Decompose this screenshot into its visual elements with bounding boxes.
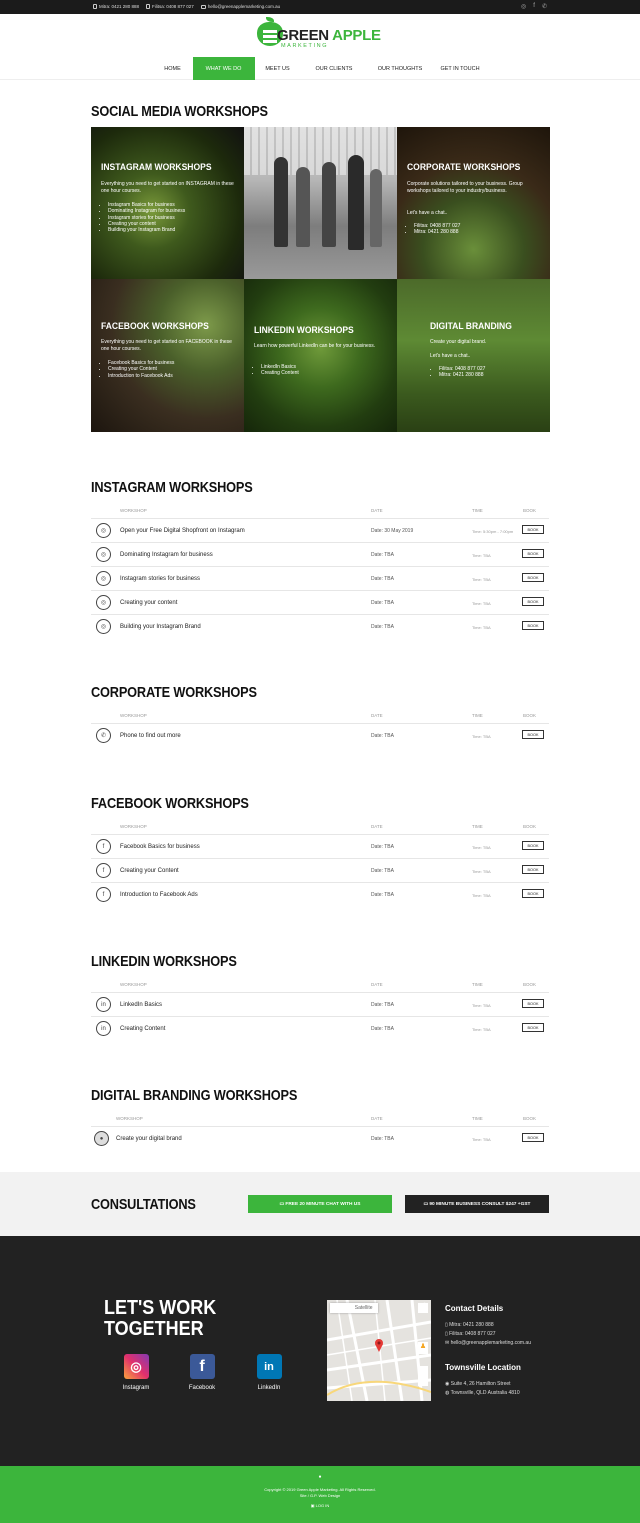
lets-work-together-heading: LET'S WORK TOGETHER: [104, 1297, 217, 1340]
calendar-icon: ▭: [279, 1201, 286, 1207]
address-city: ◍ Townsville, QLD Australia 4810: [445, 1390, 520, 1396]
tile-corporate[interactable]: [397, 127, 550, 280]
mail-icon: [201, 5, 206, 9]
zoom-out-icon[interactable]: −: [420, 1377, 426, 1384]
instagram-icon[interactable]: ◎: [521, 4, 527, 10]
table-row: f Creating your Content Date: TBA Time: TBA BOOK: [91, 858, 549, 882]
map-tab-map[interactable]: Map: [335, 1305, 345, 1311]
footer-linkedin-link[interactable]: in LinkedIn: [249, 1354, 289, 1391]
book-button[interactable]: BOOK: [522, 597, 544, 606]
table-row: f Facebook Basics for business Date: TBA Time: TBA BOOK: [91, 834, 549, 858]
tile-title: CORPORATE WORKSHOPS: [407, 162, 521, 173]
tile-list: • Instagram Basics for business • Dominating Instagram for business • Instagram stories for business • Creating your content • Building your Instagram Brand: [108, 202, 185, 233]
tile-list: • Filitsa: 0408 877 027 • Mitra: 0421 280 888: [414, 223, 460, 236]
tile-instagram[interactable]: [91, 127, 244, 280]
address-line: ◉ Suite 4, 26 Hamilton Street: [445, 1381, 511, 1387]
site-header: [0, 14, 640, 80]
table-row: f Introduction to Facebook Ads Date: TBA Time: TBA BOOK: [91, 882, 549, 906]
nav-our-clients[interactable]: OUR CLIENTS: [315, 65, 353, 72]
phone-icon: [93, 4, 97, 9]
map-streets: [327, 1300, 431, 1401]
tile-text: Everything you need to get started on INSTAGRAM in these one hour courses.: [101, 181, 234, 194]
facebook-icon[interactable]: f: [533, 3, 535, 9]
digital-branding-heading: DIGITAL BRANDING WORKSHOPS: [91, 1087, 298, 1104]
book-button[interactable]: BOOK: [522, 841, 544, 850]
instagram-icon: ◎: [124, 1354, 149, 1379]
phone-icon: ✆: [96, 728, 111, 743]
lock-icon: ▣: [310, 1503, 316, 1508]
linkedin-icon: in: [96, 997, 111, 1012]
contact-phone-filitsa[interactable]: ▯ Filitsa: 0408 877 027: [445, 1331, 496, 1337]
logo-word-green: GREEN: [277, 27, 329, 44]
social-media-heading: SOCIAL MEDIA WORKSHOPS: [91, 103, 268, 120]
logo[interactable]: [257, 19, 385, 55]
tile-text: Everything you need to get started on FACEBOOK in these one hour courses.: [101, 339, 232, 352]
book-button[interactable]: BOOK: [522, 525, 544, 534]
nav-our-thoughts[interactable]: OUR THOUGHTS: [377, 65, 423, 72]
apple-bowl-photo: [397, 127, 550, 280]
topbar-phone-mitra[interactable]: Mitra: 0421 280 888: [93, 4, 139, 9]
facebook-icon: f: [96, 863, 111, 878]
table-row: in Creating Content Date: TBA Time: TBA BOOK: [91, 1016, 549, 1040]
apple-basket-photo: [91, 279, 244, 432]
bottom-bar: [0, 1466, 640, 1523]
nav-meet-us[interactable]: MEET US: [265, 65, 290, 72]
tile-title: LINKEDIN WORKSHOPS: [254, 325, 354, 336]
pegman-icon[interactable]: ♟: [418, 1342, 428, 1354]
table-row: ◎ Instagram stories for business Date: TBA Time: TBA BOOK: [91, 566, 549, 590]
tile-text: Create your digital brand.: [430, 339, 487, 345]
zoom-in-icon[interactable]: +: [420, 1367, 426, 1374]
tile-list: • Filitsa: 0408 877 027 • Mitra: 0421 280 888: [439, 366, 485, 379]
linkedin-workshops-heading: LINKEDIN WORKSHOPS: [91, 953, 237, 970]
tile-facebook[interactable]: [91, 279, 244, 432]
linkedin-icon: in: [96, 1021, 111, 1036]
apple-logo-icon: ●: [94, 1131, 109, 1146]
instagram-icon: ◎: [96, 547, 111, 562]
business-consult-button[interactable]: ▭ 90 MINUTE BUSINESS CONSULT $247 +GST: [405, 1195, 549, 1213]
free-chat-button[interactable]: ▭ FREE 20 MINUTE CHAT WITH US: [248, 1195, 392, 1213]
top-bar: [0, 0, 640, 14]
footer-facebook-link[interactable]: f Facebook: [182, 1354, 222, 1391]
zoom-controls[interactable]: [418, 1366, 428, 1386]
tile-linkedin[interactable]: [244, 279, 397, 432]
nav-get-in-touch[interactable]: GET IN TOUCH: [440, 65, 480, 72]
tile-chat: Let's have a chat..: [430, 353, 471, 359]
logo-word-apple: APPLE: [332, 27, 381, 44]
book-button[interactable]: BOOK: [522, 1023, 544, 1032]
facebook-icon: f: [96, 839, 111, 854]
calendar-icon: ▭: [423, 1201, 430, 1207]
map-tab-satellite[interactable]: Satellite: [354, 1305, 373, 1311]
workshop-tiles: [91, 127, 549, 432]
copyright-text: Copyright © 2019 Green Apple Marketing. All Rights Reserved.: [264, 1487, 376, 1492]
footer: [0, 1236, 640, 1466]
instagram-icon: ◎: [96, 523, 111, 538]
mail-icon: ✉: [445, 1340, 451, 1346]
tile-title: DIGITAL BRANDING: [430, 321, 512, 332]
book-button[interactable]: BOOK: [522, 621, 544, 630]
login-link[interactable]: ▣ LOG IN: [310, 1503, 330, 1508]
tile-list: • LinkedIn Basics • Creating Content: [261, 364, 299, 377]
instagram-workshops-heading: INSTAGRAM WORKSHOPS: [91, 479, 253, 496]
book-button[interactable]: BOOK: [522, 573, 544, 582]
contact-phone-mitra[interactable]: ▯ Mitra: 0421 280 888: [445, 1322, 494, 1328]
apple-small-icon: ●: [318, 1474, 322, 1480]
table-row: ✆ Phone to find out more Date: TBA Time: TBA BOOK: [91, 723, 549, 747]
tile-digital-branding[interactable]: [397, 279, 550, 432]
tile-title: FACEBOOK WORKSHOPS: [101, 321, 209, 332]
fullscreen-icon[interactable]: ⛶: [418, 1303, 428, 1313]
facebook-workshops-heading: FACEBOOK WORKSHOPS: [91, 795, 249, 812]
facebook-icon: f: [190, 1354, 215, 1379]
topbar-email[interactable]: hello@greenapplemarketing.com.au: [201, 4, 280, 9]
instagram-icon: ◎: [96, 571, 111, 586]
book-button[interactable]: BOOK: [522, 999, 544, 1008]
green-apples-photo: [244, 279, 397, 432]
corporate-workshops-heading: CORPORATE WORKSHOPS: [91, 684, 257, 701]
book-button[interactable]: BOOK: [522, 549, 544, 558]
table-row: ◎ Creating your content Date: TBA Time: TBA BOOK: [91, 590, 549, 614]
phone-icon[interactable]: ✆: [541, 4, 547, 10]
linkedin-icon: in: [257, 1354, 282, 1379]
book-button[interactable]: BOOK: [522, 1133, 544, 1142]
tile-chat: Let's have a chat..: [407, 210, 448, 216]
location-pin-icon: ◉: [445, 1381, 451, 1387]
footer-instagram-link[interactable]: ◎ Instagram: [116, 1354, 156, 1391]
location-heading: Townsville Location: [445, 1363, 521, 1372]
logo-tagline: MARKETING: [281, 43, 329, 49]
consultations-band: [0, 1172, 640, 1236]
credit-link[interactable]: Site / G.P. Web Design: [299, 1493, 341, 1498]
nav-what-we-do[interactable]: WHAT WE DO: [193, 57, 255, 80]
tile-text: Learn how powerful LinkedIn can be for your business.: [254, 343, 376, 349]
phone-icon: ▯: [445, 1322, 450, 1328]
nav-home[interactable]: HOME: [164, 65, 181, 72]
book-button[interactable]: BOOK: [522, 730, 544, 739]
book-button[interactable]: BOOK: [522, 865, 544, 874]
facebook-icon: f: [96, 887, 111, 902]
tile-text: Corporate solutions tailored to your business. Group workshops tailored to your industry/business.: [407, 181, 523, 194]
tile-photo: [244, 127, 397, 280]
instagram-icon: ◎: [96, 619, 111, 634]
table-row: in LinkedIn Basics Date: TBA Time: TBA BOOK: [91, 992, 549, 1016]
globe-icon: ◍: [445, 1390, 451, 1396]
phone-icon: [146, 4, 150, 9]
table-row: ● Create your digital brand Date: TBA Time: TBA BOOK: [91, 1126, 549, 1150]
contact-details-heading: Contact Details: [445, 1304, 504, 1313]
location-map[interactable]: [327, 1300, 431, 1401]
tile-list: • Facebook Basics for business • Creating your Content • Introduction to Facebook Ads: [108, 360, 174, 379]
table-row: ◎ Dominating Instagram for business Date: TBA Time: TBA BOOK: [91, 542, 549, 566]
main-nav: [0, 57, 640, 80]
table-row: ◎ Building your Instagram Brand Date: TBA Time: TBA BOOK: [91, 614, 549, 638]
tile-title: INSTAGRAM WORKSHOPS: [101, 162, 212, 173]
table-row: ◎ Open your Free Digital Shopfront on Instagram Date: 30 May 2019 Time: 5:30pm - 7:00pm BOOK: [91, 518, 549, 542]
contact-email[interactable]: ✉ hello@greenapplemarketing.com.au: [445, 1340, 531, 1346]
instagram-icon: ◎: [96, 595, 111, 610]
topbar-phone-filitsa[interactable]: Filitsa: 0408 877 027: [146, 4, 194, 9]
phone-icon: ▯: [445, 1331, 450, 1337]
book-button[interactable]: BOOK: [522, 889, 544, 898]
consultations-heading: CONSULTATIONS: [91, 1196, 196, 1213]
